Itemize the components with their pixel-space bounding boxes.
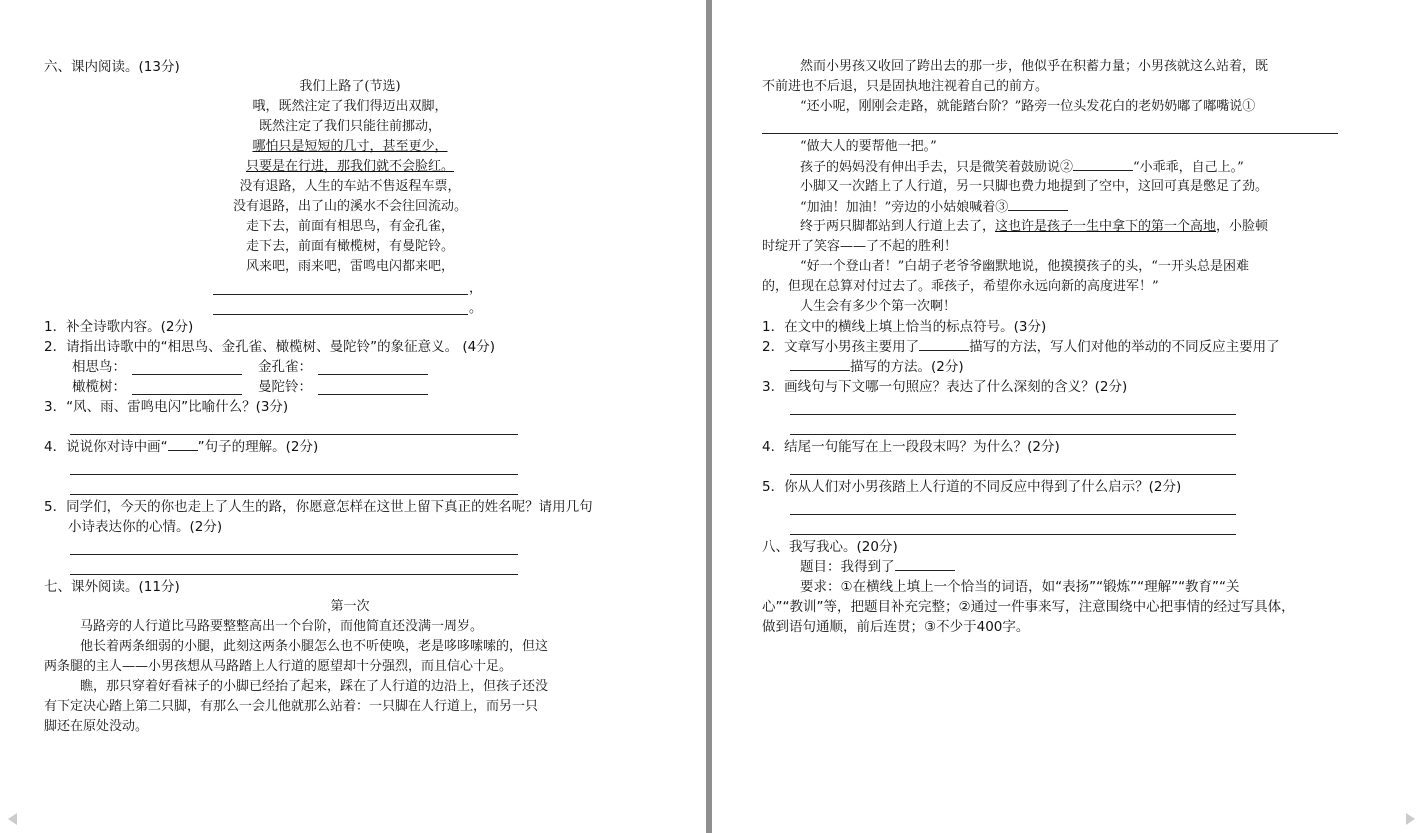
poem-line-underlined: 只要是在行进，那我们就不会脸红。 bbox=[245, 159, 454, 174]
answer-xiangsiniao[interactable] bbox=[132, 374, 242, 375]
answer-line-r5-2[interactable] bbox=[790, 534, 1236, 535]
story-para bbox=[800, 218, 1268, 236]
story-para bbox=[800, 158, 1244, 177]
poem-line: 没有退路，出了山的溪水不会往回流动。 bbox=[232, 199, 467, 214]
underlined-sentence: 这也许是孩子一生中拿下的第一个高地 bbox=[995, 219, 1217, 234]
story-para bbox=[800, 198, 1068, 217]
question-r2-end: 描写的方法。(2分) bbox=[850, 359, 964, 375]
story-line: 马路旁的人行道比马路要整整高出一个台阶，而他简直还没满一周岁。 bbox=[80, 619, 484, 634]
story-para: 小脚又一次踏上了人行道，另一只脚也费力地提到了空中，这回可真是憋足了劲。 bbox=[800, 179, 1269, 194]
question-r3: 3．画线句与下文哪一句照应？表达了什么深刻的含义？(2分) bbox=[762, 379, 1128, 395]
punctuation-blank-3[interactable] bbox=[1008, 198, 1068, 211]
story-line: 两条腿的主人——小男孩想从马路踏上人行道的愿望却十分强烈，而且信心十足。 bbox=[44, 659, 513, 674]
question-4-inline-blank bbox=[168, 438, 198, 451]
story-para-pre: 终于两只脚都站到人行道上去了， bbox=[800, 219, 996, 234]
punctuation-blank-2[interactable] bbox=[1073, 158, 1133, 171]
page-left bbox=[0, 0, 706, 833]
question-1: 1．补全诗歌内容。(2分) bbox=[44, 319, 194, 335]
poem-line: 走下去，前面有相思鸟，有金孔雀， bbox=[245, 219, 454, 234]
question-4 bbox=[44, 438, 318, 456]
story-line: 有下定决心踏上第二只脚，有那么一会儿他就那么站着：一只脚在人行道上，而另一只 bbox=[44, 699, 539, 714]
question-4-post: ”句子的理解。(2分) bbox=[197, 439, 319, 455]
poem-title: 我们上路了(节选) bbox=[299, 79, 401, 94]
essay-requirement: 做到语句通顺，前后连贯；③不少于400字。 bbox=[762, 619, 1030, 635]
story-para: “还小呢，刚刚会走路，就能踏台阶？”路旁一位头发花白的老奶奶嘟了嘟嘴说① bbox=[800, 99, 1256, 114]
answer-mantuoling[interactable] bbox=[318, 394, 428, 395]
previous-page-arrow-icon[interactable] bbox=[8, 813, 17, 825]
answer-line-r3-1[interactable] bbox=[790, 414, 1236, 415]
question-5: 5．同学们，今天的你也走上了人生的路，你愿意怎样在这世上留下真正的姓名呢？请用几句 bbox=[44, 499, 593, 515]
story-title: 第一次 bbox=[330, 599, 370, 614]
answer-ganlanshu[interactable] bbox=[132, 394, 242, 395]
question-r2-cont bbox=[790, 358, 964, 376]
poem-blank-end-2: 。 bbox=[469, 301, 483, 316]
story-para-text: “加油！加油！”旁边的小姑娘喊着③ bbox=[800, 200, 1009, 215]
question-r1: 1．在文中的横线上填上恰当的标点符号。(3分) bbox=[762, 319, 1047, 335]
punctuation-blank-1[interactable] bbox=[762, 133, 1338, 134]
question-4-pre: 4．说说你对诗中画“ bbox=[44, 439, 168, 455]
section-8-header: 八、我写我心。(20分) bbox=[762, 539, 898, 555]
answer-line-r5-1[interactable] bbox=[790, 514, 1236, 515]
story-para: 的，但现在总算对付过去了。乖孩子，希望你永远向新的高度进军！” bbox=[762, 279, 1159, 294]
poem-answer-blank-1[interactable] bbox=[213, 294, 468, 295]
story-para: 人生会有多少个第一次啊！ bbox=[800, 299, 957, 314]
question-2: 2．请指出诗歌中的“相思鸟、金孔雀、橄榄树、曼陀铃”的象征意义。 (4分) bbox=[44, 339, 495, 355]
section-6-header: 六、课内阅读。(13分) bbox=[44, 59, 180, 75]
poem-blank-end-1: ， bbox=[469, 281, 483, 296]
essay-topic-text: 题目：我得到了 bbox=[800, 559, 895, 575]
page-right bbox=[712, 0, 1423, 833]
essay-topic bbox=[800, 558, 955, 576]
poem-line: 风来吧，雨来吧，雷鸣电闪都来吧， bbox=[245, 259, 454, 274]
answer-line-q4-2[interactable] bbox=[70, 494, 518, 495]
story-para: “好一个登山者！”白胡子老爷爷幽默地说，他摸摸孩子的头，“一开头总是困难 bbox=[800, 259, 1249, 274]
answer-blank-r2-1[interactable] bbox=[919, 338, 969, 351]
poem-line: 走下去，前面有橄榄树，有曼陀铃。 bbox=[245, 239, 454, 254]
answer-line-r4[interactable] bbox=[790, 474, 1236, 475]
essay-topic-blank[interactable] bbox=[895, 558, 955, 571]
story-line: 瞧，那只穿着好看袜子的小脚已经抬了起来，踩在了人行道的边沿上，但孩子还没 bbox=[80, 679, 549, 694]
answer-line-q3[interactable] bbox=[70, 434, 518, 435]
poem-line: 没有退路，人生的车站不售返程车票， bbox=[239, 179, 461, 194]
poem-line: 既然注定了我们只能往前挪动， bbox=[258, 119, 441, 134]
answer-jinkongque[interactable] bbox=[318, 374, 428, 375]
story-para-post: “小乖乖，自己上。” bbox=[1133, 160, 1244, 175]
poem-answer-blank-2[interactable] bbox=[213, 314, 468, 315]
answer-line-q5-1[interactable] bbox=[70, 554, 518, 555]
label-ganlanshu: 橄榄树： bbox=[72, 379, 126, 395]
story-para: 时绽开了笑容——了不起的胜利！ bbox=[762, 239, 958, 254]
answer-line-q5-2[interactable] bbox=[70, 574, 518, 575]
section-7-header: 七、课外阅读。(11分) bbox=[44, 579, 180, 595]
story-line: 脚还在原处没动。 bbox=[44, 719, 149, 734]
poem-line: 哦，既然注定了我们得迈出双脚， bbox=[252, 99, 448, 114]
question-r4: 4．结尾一句能写在上一段段末吗？为什么？(2分) bbox=[762, 439, 1060, 455]
essay-requirement: 要求：①在横线上填上一个恰当的词语，如“表扬”“锻炼”“理解”“教育”“关 bbox=[800, 579, 1240, 595]
story-para: “做大人的要帮他一把。” bbox=[800, 139, 937, 154]
answer-blank-r2-2[interactable] bbox=[790, 358, 850, 371]
question-r2 bbox=[762, 338, 1280, 356]
question-r5: 5．你从人们对小男孩踏上人行道的不同反应中得到了什么启示？(2分) bbox=[762, 479, 1182, 495]
essay-requirement: 心”“教训”等，把题目补充完整；②通过一件事来写，注意围绕中心把事情的经过写具体， bbox=[762, 599, 1295, 615]
answer-line-q4-1[interactable] bbox=[70, 474, 518, 475]
question-3: 3．“风、雨、雷鸣电闪”比喻什么？(3分) bbox=[44, 399, 289, 415]
answer-line-r3-2[interactable] bbox=[790, 434, 1236, 435]
story-para: 不前进也不后退，只是固执地注视着自己的前方。 bbox=[762, 79, 1049, 94]
story-para-pre: 孩子的妈妈没有伸出手去，只是微笑着鼓励说② bbox=[800, 160, 1074, 175]
poem-line-underlined: 哪怕只是短短的几寸，甚至更少， bbox=[252, 139, 448, 154]
label-xiangsiniao: 相思鸟： bbox=[72, 359, 126, 375]
question-r2-pre: 2．文章写小男孩主要用了 bbox=[762, 339, 920, 355]
next-page-arrow-icon[interactable] bbox=[1406, 813, 1415, 825]
story-para-post: ，小脸顿 bbox=[1216, 219, 1269, 234]
label-jinkongque: 金孔雀： bbox=[258, 359, 312, 375]
story-line: 他长着两条细弱的小腿，此刻这两条小腿怎么也不听使唤，老是哆哆嗦嗦的，但这 bbox=[80, 639, 549, 654]
question-r2-mid: 描写的方法，写人们对他的举动的不同反应主要用了 bbox=[969, 339, 1280, 355]
label-mantuoling: 曼陀铃： bbox=[258, 379, 312, 395]
question-5-cont: 小诗表达你的心情。(2分) bbox=[68, 519, 223, 535]
story-para: 然而小男孩又收回了跨出去的那一步，他似乎在积蓄力量；小男孩就这么站着，既 bbox=[800, 59, 1269, 74]
